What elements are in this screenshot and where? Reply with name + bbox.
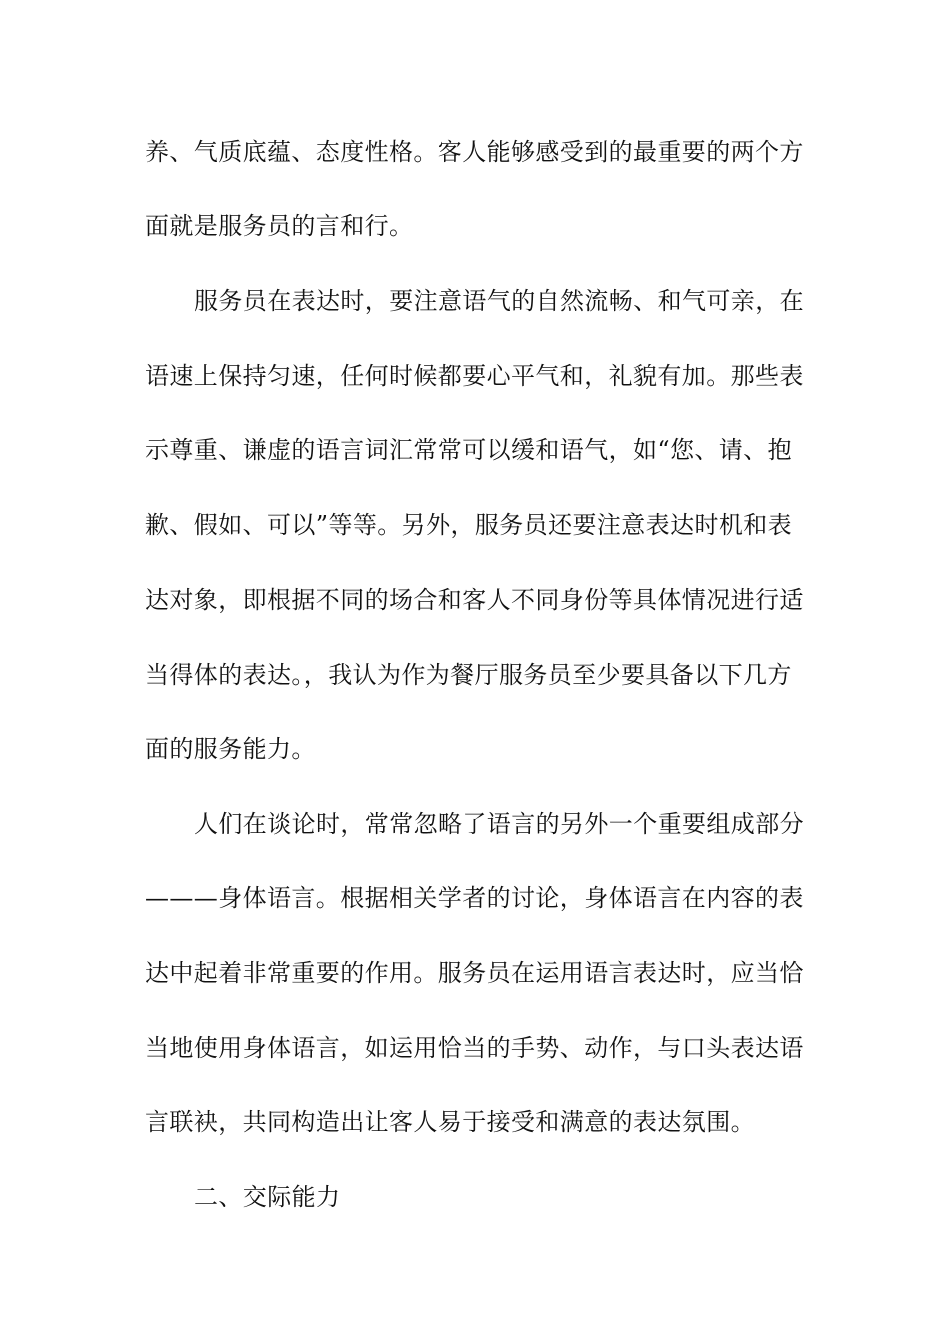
paragraph-line: 面的服务能力。	[145, 735, 316, 763]
paragraph-line: 人们在谈论时，常常忽略了语言的另外一个重要组成部分	[194, 810, 804, 838]
paragraph-line: 服务员在表达时，要注意语气的自然流畅、和气可亲，在	[194, 287, 804, 315]
paragraph-line: 养、气质底蕴、态度性格。客人能够感受到的最重要的两个方	[145, 138, 804, 166]
paragraph-line: 达中起着非常重要的作用。服务员在运用语言表达时，应当恰	[145, 959, 804, 987]
paragraph-line: 面就是服务员的言和行。	[145, 212, 414, 240]
paragraph-line: 当地使用身体语言，如运用恰当的手势、动作，与口头表达语	[145, 1034, 804, 1062]
paragraph-line: 歉、假如、可以”等等。另外，服务员还要注意表达时机和表	[145, 511, 793, 539]
paragraph-line: 当得体的表达。，我认为作为餐厅服务员至少要具备以下几方	[145, 661, 792, 689]
paragraph-line: 达对象，即根据不同的场合和客人不同身份等具体情况进行适	[145, 586, 804, 614]
paragraph-line: ———身体语言。根据相关学者的讨论，身体语言在内容的表	[145, 884, 804, 912]
section-heading: 二、交际能力	[194, 1183, 341, 1211]
paragraph-line: 示尊重、谦虚的语言词汇常常可以缓和语气，如“您、请、抱	[145, 436, 793, 464]
paragraph-line: 言联袂，共同构造出让客人易于接受和满意的表达氛围。	[145, 1108, 755, 1136]
paragraph-line: 语速上保持匀速，任何时候都要心平气和，礼貌有加。那些表	[145, 362, 804, 390]
